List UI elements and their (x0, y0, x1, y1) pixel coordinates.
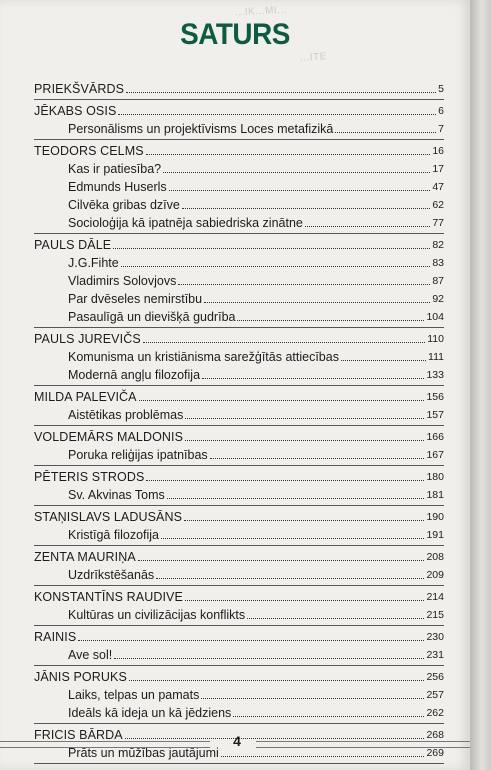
dot-leader (201, 698, 424, 699)
entry-page-number: 92 (432, 293, 444, 305)
entry-page-number: 231 (426, 649, 444, 661)
bleed-through-text: ...IK...MI... (234, 4, 288, 19)
dot-leader (341, 360, 426, 361)
dot-leader (169, 190, 431, 191)
toc-work-entry (34, 565, 444, 583)
toc-author-entry (34, 507, 444, 525)
entry-title: J.G.Fihte (68, 256, 119, 270)
toc-work-entry (34, 213, 444, 231)
footer-rule-left (0, 741, 210, 748)
toc-author-entry (34, 235, 444, 253)
entry-page-number: 214 (426, 591, 444, 603)
entry-title: PAULS DĀLE (34, 238, 112, 252)
dot-leader (156, 578, 424, 579)
entry-page-number: 6 (438, 105, 444, 117)
entry-page-number: 16 (432, 145, 444, 157)
dot-leader (204, 302, 430, 303)
entry-title: Kultūras un civilizācijas konflikts (68, 608, 246, 622)
dot-leader (185, 600, 425, 601)
entry-page-number: 87 (432, 275, 444, 287)
toc-work-entry (34, 645, 444, 663)
toc-section (34, 386, 444, 426)
toc-author-entry (34, 141, 444, 159)
toc-author-entry (34, 587, 444, 605)
entry-title: Prāts un mūžības jautājumi (68, 746, 219, 760)
entry-page-number: 262 (426, 707, 444, 719)
toc-author-entry (34, 667, 444, 685)
entry-page-number: 104 (426, 311, 444, 323)
toc-work-entry (34, 347, 444, 365)
toc-work-entry (34, 271, 444, 289)
dot-leader (167, 498, 425, 499)
entry-page-number: 208 (426, 551, 444, 563)
entry-page-number: 83 (432, 257, 444, 269)
toc-section (34, 78, 444, 100)
entry-page-number: 209 (426, 569, 444, 581)
book-spine (470, 0, 491, 770)
entry-title: Modernā angļu filozofija (68, 368, 201, 382)
dot-leader (247, 618, 424, 619)
entry-page-number: 110 (427, 333, 444, 345)
entry-page-number: 167 (426, 449, 444, 461)
entry-page-number: 230 (426, 631, 444, 643)
toc-author-entry (34, 101, 444, 119)
dot-leader (210, 458, 425, 459)
toc-work-entry (34, 365, 444, 383)
dot-leader (163, 172, 430, 173)
toc-author-entry (34, 387, 444, 405)
entry-title: Cilvēka gribas dzīve (68, 198, 180, 212)
entry-page-number: 191 (426, 529, 444, 541)
toc-section (34, 426, 444, 466)
entry-title: Par dvēseles nemirstību (68, 292, 203, 306)
toc-work-entry (34, 253, 444, 271)
toc-section (34, 234, 444, 328)
dot-leader (121, 266, 431, 267)
entry-page-number: 269 (426, 747, 444, 759)
dot-leader (161, 538, 424, 539)
entry-title: PAULS JUREVIČS (34, 332, 141, 346)
entry-title: Ave sol! (68, 648, 113, 662)
toc-work-entry (34, 195, 444, 213)
entry-page-number: 62 (432, 199, 444, 211)
entry-page-number: 181 (426, 489, 444, 501)
entry-page-number: 180 (426, 471, 444, 483)
toc-section (34, 586, 444, 626)
dot-leader (114, 658, 424, 659)
entry-page-number: 111 (428, 351, 444, 363)
entry-title: Personālisms un projektīvisms Loces metafizikā (68, 122, 334, 136)
dot-leader (305, 226, 430, 227)
toc-section (34, 466, 444, 506)
footer-rule-right (256, 741, 470, 748)
dot-leader (182, 208, 430, 209)
toc-work-entry (34, 307, 444, 325)
dot-leader (129, 680, 425, 681)
entry-title: Ideāls kā ideja un kā jēdziens (68, 706, 232, 720)
toc-work-entry (34, 605, 444, 623)
toc-author-entry (34, 79, 444, 97)
entry-title: Uzdrīkstēšanās (68, 568, 155, 582)
entry-page-number: 17 (432, 163, 444, 175)
entry-page-number: 215 (426, 609, 444, 621)
entry-page-number: 157 (426, 409, 444, 421)
toc-author-entry (34, 427, 444, 445)
toc-section (34, 626, 444, 666)
entry-title: Kas ir patiesība? (68, 162, 162, 176)
entry-page-number: 256 (426, 671, 444, 683)
entry-title: FRICIS BĀRDA (34, 728, 123, 742)
entry-page-number: 82 (432, 239, 444, 251)
entry-title: KONSTANTĪNS RAUDIVE (34, 590, 183, 604)
dot-leader (146, 154, 431, 155)
toc-section (34, 546, 444, 586)
toc-work-entry (34, 405, 444, 423)
entry-page-number: 5 (438, 83, 444, 95)
toc-work-entry (34, 445, 444, 463)
dot-leader (184, 520, 424, 521)
dot-leader (233, 716, 424, 717)
toc-author-entry (34, 627, 444, 645)
entry-title: PĒTERIS STRODS (34, 470, 145, 484)
toc-section (34, 140, 444, 234)
toc-work-entry (34, 525, 444, 543)
toc-work-entry (34, 289, 444, 307)
entry-title: STAŅISLAVS LADUSĀNS (34, 510, 183, 524)
toc-work-entry (34, 703, 444, 721)
toc-section (34, 328, 444, 386)
toc-work-entry (34, 485, 444, 503)
dot-leader (202, 378, 424, 379)
entry-title: MILDA PALEVIČA (34, 390, 137, 404)
dot-leader (113, 248, 430, 249)
dot-leader (185, 418, 424, 419)
entry-page-number: 190 (426, 511, 444, 523)
entry-page-number: 166 (426, 431, 444, 443)
toc-author-entry (34, 329, 444, 347)
entry-title: VOLDEMĀRS MALDONIS (34, 430, 184, 444)
entry-title: Socioloģija kā ipatnēja sabiedriska zinātne (68, 216, 303, 230)
page-number: 4 (233, 733, 241, 749)
dot-leader (139, 400, 425, 401)
entry-title: RAINIS (34, 630, 77, 644)
entry-title: Laiks, telpas un pamats (68, 688, 200, 702)
toc-section (34, 100, 444, 140)
dot-leader (146, 480, 424, 481)
dot-leader (126, 92, 436, 93)
page-footer (0, 728, 470, 758)
entry-title: Kristīgā filozofija (68, 528, 160, 542)
entry-title: Sv. Akvinas Toms (68, 488, 165, 502)
entry-title: Vladimirs Solovjovs (68, 274, 177, 288)
dot-leader (143, 342, 425, 343)
toc-author-entry (34, 547, 444, 565)
entry-title: PRIEKŠVĀRDS (34, 82, 125, 96)
toc-section (34, 506, 444, 546)
dot-leader (118, 114, 436, 115)
entry-page-number: 268 (426, 729, 444, 741)
dot-leader (78, 640, 424, 641)
entry-page-number: 133 (426, 369, 444, 381)
dot-leader (335, 132, 436, 133)
dot-leader (178, 284, 430, 285)
toc-work-entry (34, 177, 444, 195)
entry-page-number: 156 (426, 391, 444, 403)
page-title: SATURS (180, 18, 290, 51)
toc-work-entry (34, 119, 444, 137)
entry-title: JĒKABS OSIS (34, 104, 117, 118)
toc-author-entry (34, 467, 444, 485)
dot-leader (138, 560, 425, 561)
toc-work-entry (34, 685, 444, 703)
dot-leader (185, 440, 424, 441)
entry-title: Pasaulīgā un dievišķā gudrība (68, 310, 236, 324)
entry-title: ZENTA MAURIŅA (34, 550, 136, 564)
entry-title: Poruka reliģijas ipatnības (68, 448, 208, 462)
table-of-contents (34, 78, 444, 764)
entry-title: Komunisma un kristiānisma sarežģītās attiecības (68, 350, 339, 364)
dot-leader (237, 320, 424, 321)
bleed-through-text: ...ITE (299, 51, 328, 64)
entry-page-number: 47 (432, 181, 444, 193)
toc-work-entry (34, 159, 444, 177)
entry-page-number: 257 (426, 689, 444, 701)
entry-title: Edmunds Huserls (68, 180, 167, 194)
entry-page-number: 7 (438, 123, 444, 135)
toc-section (34, 666, 444, 724)
entry-title: TEODORS CELMS (34, 144, 144, 158)
entry-title: JĀNIS PORUKS (34, 670, 127, 684)
entry-page-number: 77 (432, 217, 444, 229)
entry-title: Aistētikas problēmas (68, 408, 184, 422)
